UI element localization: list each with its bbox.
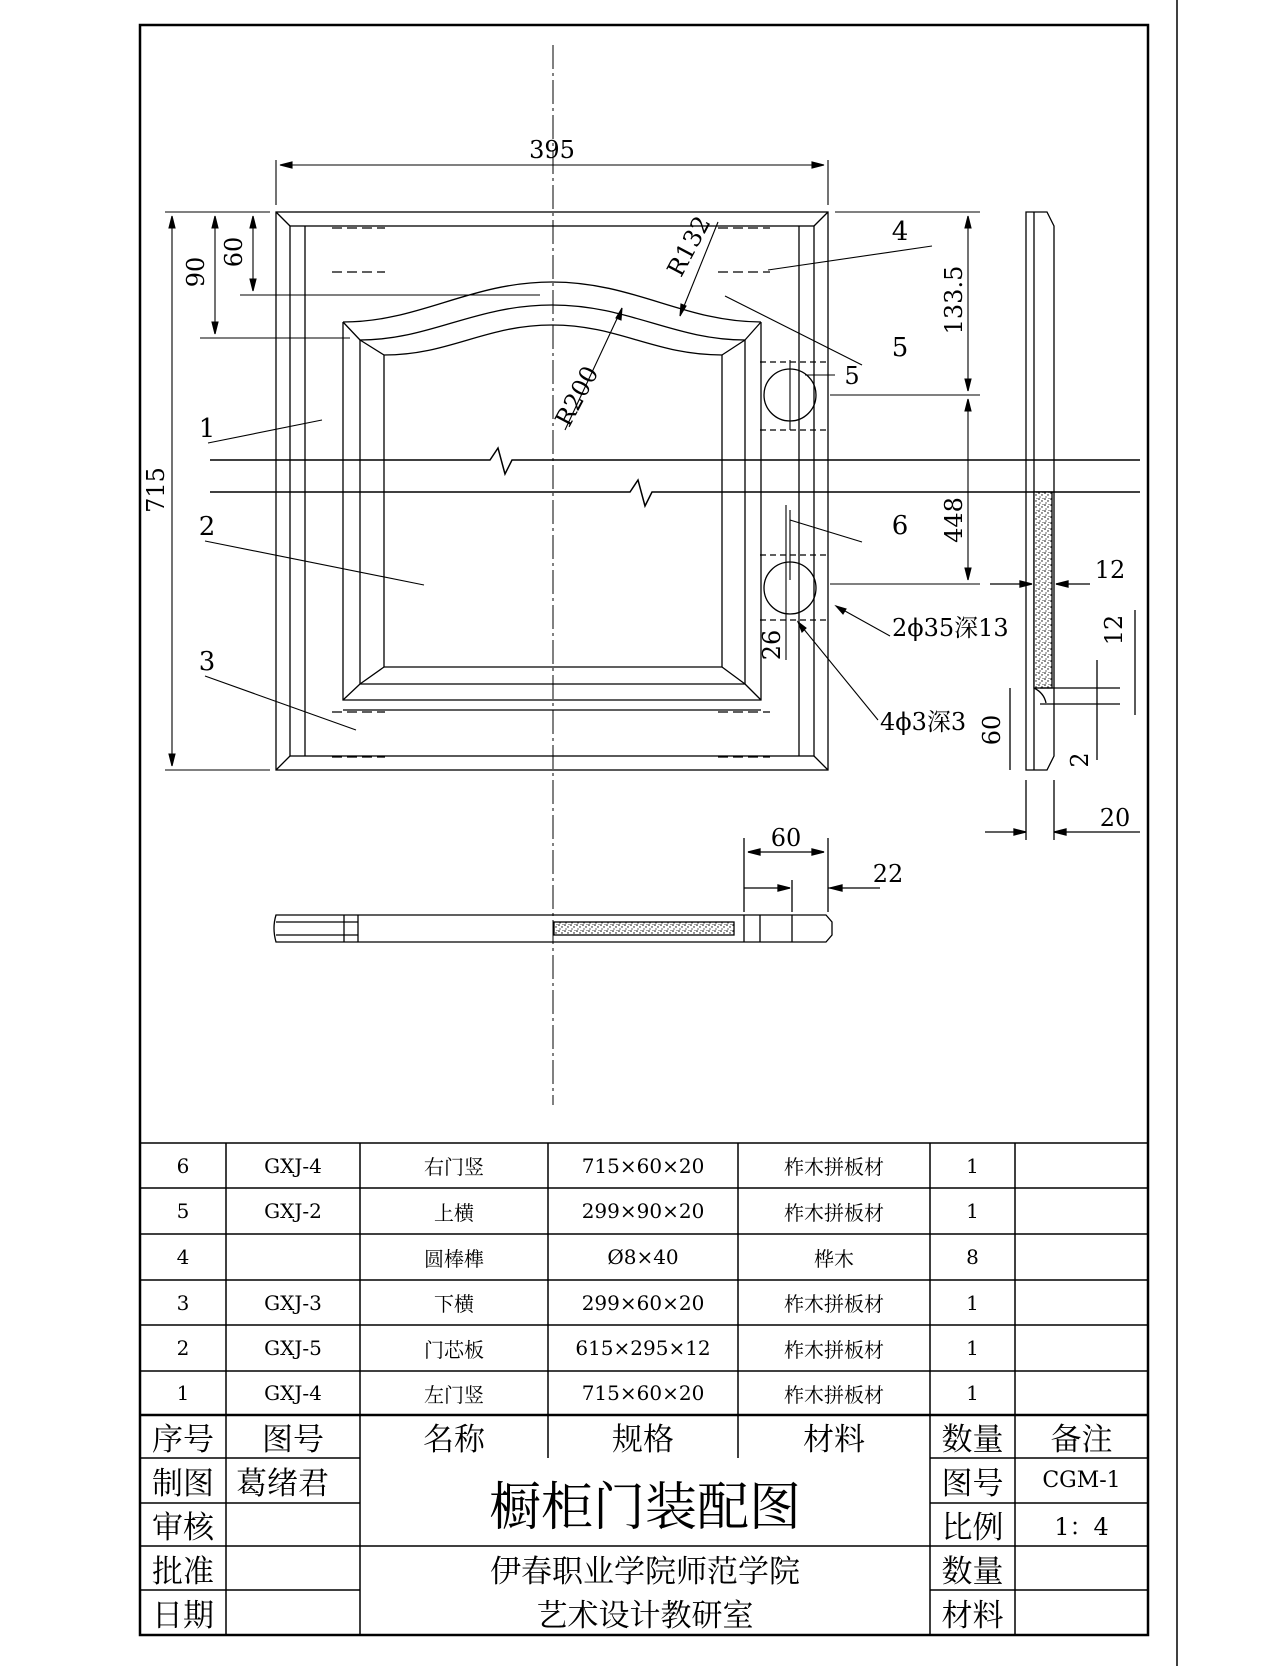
row5-note xyxy=(1015,1188,1148,1234)
row1-material: 柞木拼板材 xyxy=(784,1382,884,1407)
date-label: 日期 xyxy=(152,1598,214,1634)
row6-qty: 1 xyxy=(966,1153,979,1178)
dim-60-side: 60 xyxy=(978,714,1006,746)
callout-4: 4 xyxy=(891,217,909,247)
front-dimensions xyxy=(165,160,980,770)
dim-r132: R132 xyxy=(661,211,717,282)
row3-note xyxy=(1015,1280,1148,1325)
row6-no: 6 xyxy=(176,1153,190,1178)
header-material: 材料 xyxy=(803,1422,865,1458)
row1-name: 左门竖 xyxy=(424,1382,484,1407)
row2-name: 门芯板 xyxy=(424,1337,484,1362)
row6-drawing-no: GXJ-4 xyxy=(264,1153,322,1178)
row1-note xyxy=(1015,1371,1148,1415)
header-qty: 数量 xyxy=(941,1422,1004,1458)
callout-1: 1 xyxy=(198,414,216,444)
break-lines xyxy=(210,448,1140,506)
callout-2: 2 xyxy=(198,512,216,542)
dim-2: 2 xyxy=(1066,752,1094,768)
row4-no: 4 xyxy=(176,1245,190,1269)
row3-drawing-no: GXJ-3 xyxy=(264,1290,322,1315)
dim-12-side: 12 xyxy=(1094,556,1126,584)
header-note: 备注 xyxy=(1050,1422,1113,1458)
dim-26: 26 xyxy=(758,629,786,661)
row6-spec: 715×60×20 xyxy=(581,1153,705,1178)
dim-r200: R200 xyxy=(549,361,605,432)
review-label: 审核 xyxy=(152,1510,214,1546)
drawn-label: 制图 xyxy=(152,1466,214,1502)
drawing-no-value: CGM-1 xyxy=(1042,1468,1121,1493)
drawing-no-label: 图号 xyxy=(941,1466,1004,1502)
dim-5: 5 xyxy=(844,362,860,390)
scale-label: 比例 xyxy=(941,1510,1004,1546)
row3-material: 柞木拼板材 xyxy=(784,1292,884,1316)
row5-material: 柞木拼板材 xyxy=(784,1200,884,1225)
hole-small-label: 4ϕ3深3 xyxy=(880,708,967,736)
row5-spec: 299×90×20 xyxy=(581,1199,705,1223)
dim-448: 448 xyxy=(940,497,968,543)
row5-qty: 1 xyxy=(966,1199,979,1223)
row3-spec: 299×60×20 xyxy=(581,1290,705,1315)
row5-drawing-no: GXJ-2 xyxy=(264,1199,322,1223)
row4-qty: 8 xyxy=(966,1245,979,1269)
header-no: 序号 xyxy=(152,1422,214,1458)
side-view xyxy=(985,212,1140,840)
row4-name: 圆棒榫 xyxy=(424,1246,484,1271)
row2-material: 柞木拼板材 xyxy=(784,1337,884,1362)
hole-big-label: 2ϕ35深13 xyxy=(892,614,1009,642)
callout-5: 5 xyxy=(891,333,909,363)
callout-3: 3 xyxy=(198,647,216,677)
approve-label: 批准 xyxy=(152,1553,214,1590)
row1-spec: 715×60×20 xyxy=(581,1381,705,1405)
dim-60-top: 60 xyxy=(220,236,248,268)
row4-note xyxy=(1015,1234,1148,1280)
dim-715: 715 xyxy=(142,467,170,513)
row3-qty: 1 xyxy=(966,1290,979,1315)
row6-note xyxy=(1015,1143,1148,1188)
drawing-title: 橱柜门装配图 xyxy=(488,1477,801,1538)
callout-6: 6 xyxy=(891,511,909,541)
row1-qty: 1 xyxy=(966,1381,979,1405)
row5-no: 5 xyxy=(176,1199,190,1223)
row4-material: 桦木 xyxy=(814,1246,854,1271)
scale-value: 1：4 xyxy=(1054,1513,1109,1541)
row4-drawing-no xyxy=(226,1234,360,1280)
header-drawing-no: 图号 xyxy=(262,1422,324,1458)
row6-name: 右门竖 xyxy=(424,1155,484,1179)
dim-12-vert: 12 xyxy=(1100,614,1128,646)
dim-20: 20 xyxy=(1099,804,1131,832)
institution-line1: 伊春职业学院师范学院 xyxy=(490,1553,800,1590)
qty-label: 数量 xyxy=(941,1553,1004,1590)
dim-90: 90 xyxy=(182,256,210,288)
row2-note xyxy=(1015,1325,1148,1371)
row1-drawing-no: GXJ-4 xyxy=(264,1381,322,1405)
dim-22: 22 xyxy=(872,860,904,888)
header-spec: 规格 xyxy=(612,1422,674,1458)
material-label: 材料 xyxy=(941,1598,1004,1634)
row2-spec: 615×295×12 xyxy=(575,1336,711,1360)
header-name: 名称 xyxy=(423,1422,485,1458)
row3-no: 3 xyxy=(176,1290,190,1315)
row6-material: 柞木拼板材 xyxy=(784,1155,884,1179)
drawn-value: 葛绪君 xyxy=(236,1466,329,1502)
row1-no: 1 xyxy=(176,1381,190,1405)
bottom-section-view xyxy=(274,838,880,942)
dim-60-bottom: 60 xyxy=(770,824,802,852)
row3-name: 下横 xyxy=(434,1292,474,1316)
dim-395: 395 xyxy=(529,136,575,164)
row2-drawing-no: GXJ-5 xyxy=(264,1336,322,1360)
institution-line2: 艺术设计教研室 xyxy=(536,1598,754,1634)
dim-133-5: 133.5 xyxy=(940,265,968,335)
row2-qty: 1 xyxy=(966,1336,979,1360)
row5-name: 上横 xyxy=(434,1200,474,1225)
row2-no: 2 xyxy=(176,1336,190,1360)
row4-spec: Ø8×40 xyxy=(607,1245,679,1269)
